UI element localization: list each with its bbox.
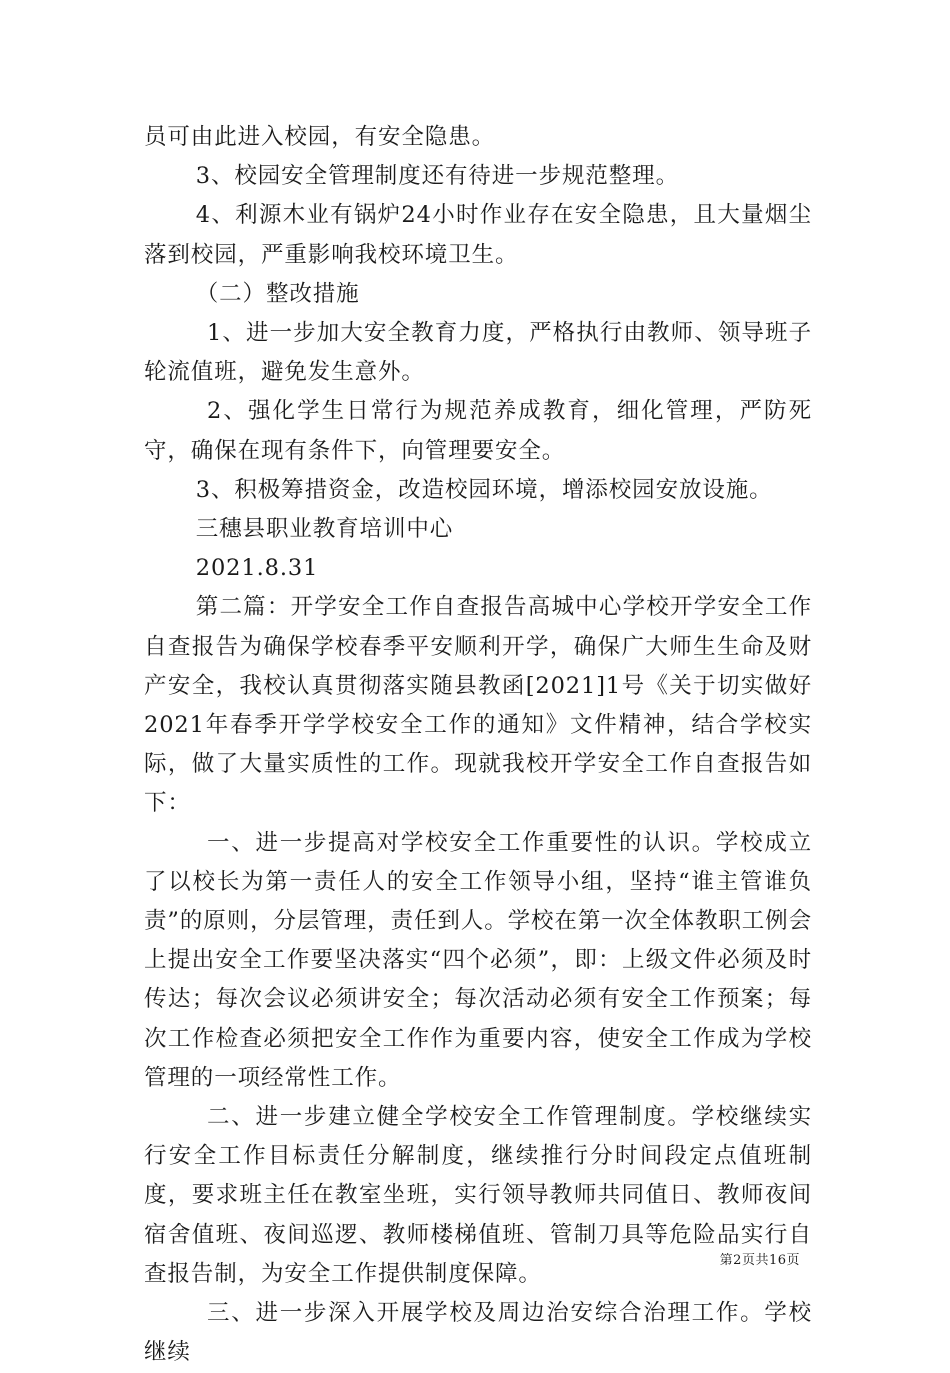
paragraph: 三、进一步深入开展学校及周边治安综合治理工作。学校继续 bbox=[144, 1300, 812, 1366]
paragraph: 员可由此进入校园，有安全隐患。 bbox=[144, 124, 496, 150]
document-body bbox=[144, 118, 812, 1373]
paragraph: 2021.8.31 bbox=[195, 555, 319, 582]
paragraph: 一、进一步提高对学校安全工作重要性的认识。学校成立了以校长为第一责任人的安全工作领导小组，坚持“谁主管谁负责”的原则，分层管理，责任到人。学校在第一次全体教职工例会上提出安全工作要坚决落实“四个必须”，即：上级文件必须及时传达；每次会议必须讲安全；每次活动必须有安全工作预案；每次工作检查必须把安全工作作为重要内容，使安全工作成为学校管理的一项经常性工作。 bbox=[144, 829, 812, 1091]
paragraph: 3、校园安全管理制度还有待进一步规范整理。 bbox=[195, 163, 679, 190]
paragraph: 二、进一步建立健全学校安全工作管理制度。学校继续实行安全工作目标责任分解制度，继续推行分时间段定点值班制度，要求班主任在教室坐班，实行领导教师共同值日、教师夜间宿舍值班、夜间巡逻、教师楼梯值班、管制刀具等危险品实行自查报告制，为安全工作提供制度保障。 bbox=[144, 1104, 812, 1287]
paragraph: （二）整改措施 bbox=[195, 280, 360, 307]
page-number-footer: 第2页共16页 bbox=[719, 1253, 800, 1268]
paragraph: 1、进一步加大安全教育力度，严格执行由教师、领导班子轮流值班，避免发生意外。 bbox=[144, 320, 812, 386]
paragraph: 三穗县职业教育培训中心 bbox=[195, 516, 454, 543]
paragraph: 2、强化学生日常行为规范养成教育，细化管理，严防死守，确保在现有条件下，向管理要安全。 bbox=[144, 398, 812, 464]
paragraph: 3、积极筹措资金，改造校园环境，增添校园安放设施。 bbox=[195, 476, 773, 503]
paragraph: 第二篇：开学安全工作自查报告高城中心学校开学安全工作自查报告为确保学校春季平安顺利开学，确保广大师生生命及财产安全，我校认真贯彻落实随县教函[2021]1号《关于切实做好2021年春季开学学校安全工作的通知》文件精神，结合学校实际，做了大量实质性的工作。现就我校开学安全工作自查报告如下： bbox=[144, 594, 812, 817]
paragraph: 4、利源木业有锅炉24小时作业存在安全隐患，且大量烟尘落到校园，严重影响我校环境卫生。 bbox=[144, 202, 812, 268]
